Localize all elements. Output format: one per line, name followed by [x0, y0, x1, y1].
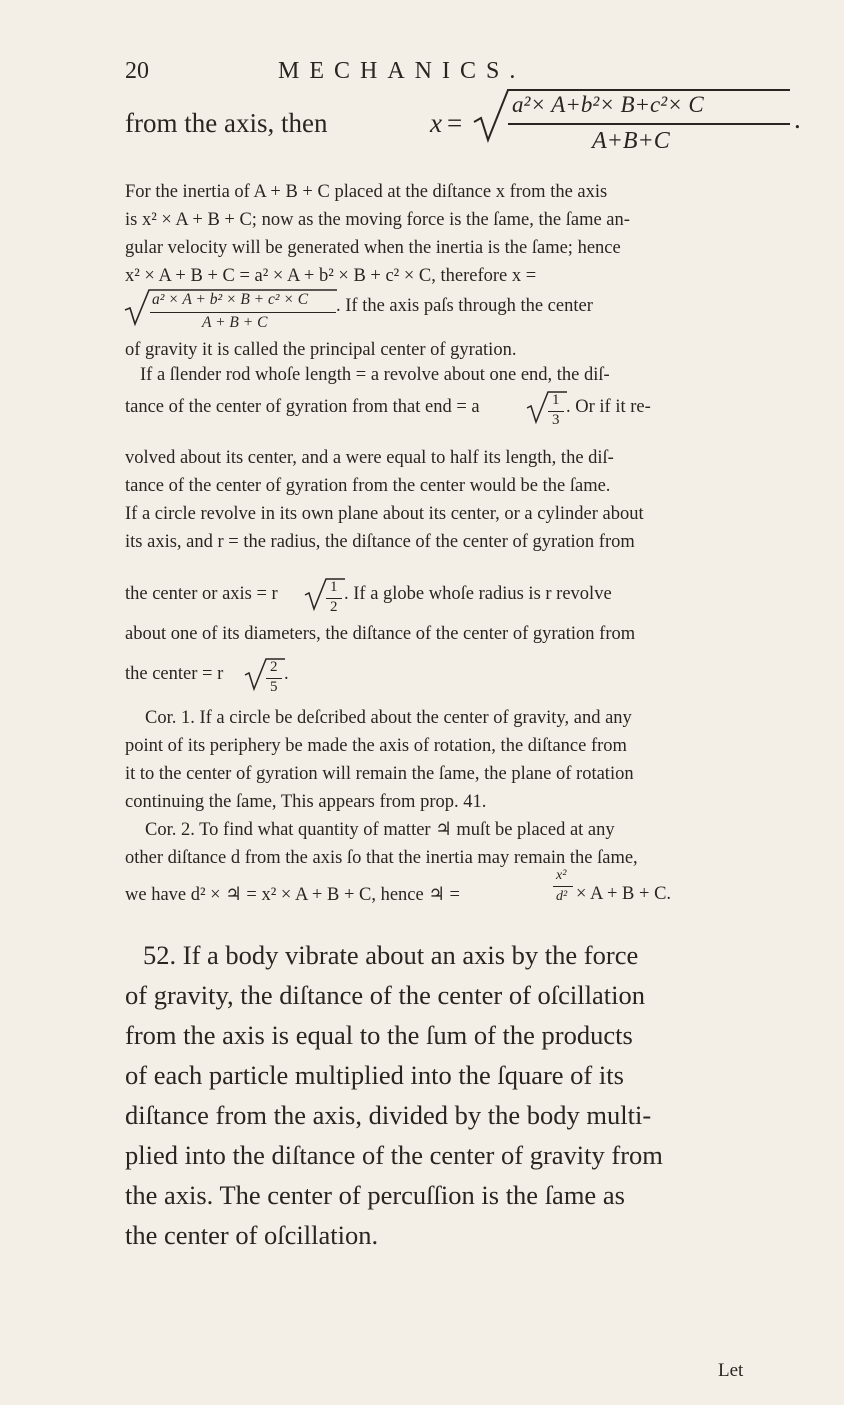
formula-lead-text: from the axis, then: [125, 108, 328, 138]
radical-denominator: A + B + C: [202, 314, 268, 331]
corollary-1: [125, 704, 765, 816]
radical-numerator: a² × A + b² × B + c² × C: [152, 291, 309, 308]
frac-numerator: 2: [270, 659, 278, 675]
section-52: [125, 935, 765, 1255]
frac-numerator: x²: [556, 868, 567, 883]
page-number: 20: [125, 58, 149, 84]
text-line: we have d² × ♃ = x² × A + B + C, hence ♃ =: [125, 885, 460, 905]
text-line: diſtance from the axis, divided by the body multi-: [125, 1100, 652, 1130]
text-line: gular velocity will be generated when the inertia is the ſame; hence: [125, 238, 621, 258]
text-line: For the inertia of A + B + C placed at the diſtance x from the axis: [125, 182, 608, 202]
text-line: Cor. 1. If a circle be deſcribed about the center of gravity, and any: [145, 708, 632, 728]
text-line: If a circle revolve in its own plane about its center, or a cylinder about: [125, 504, 644, 524]
text-line: . Or if it re-: [566, 397, 651, 417]
frac-numerator: 1: [552, 392, 560, 408]
text-line: the axis. The center of percuſſion is the ſame as: [125, 1180, 625, 1210]
text-line: of gravity it is called the principal center of gyration.: [125, 340, 517, 360]
text-line: its axis, and r = the radius, the diſtance of the center of gyration from: [125, 532, 635, 552]
book-page: 20 MECHANICS. from the axis, then x = a²× A+b²× B+c²× C A+B+C . For the inertia of A + B + C placed at the diſtance x from the axis is x² × A + B + C; now as the moving force is the ſame, the ſame an- gular velocity will be generated when the inertia is the ſame; hence x² × A + B + C = a² × A + b² × B + c² × C, therefore x = a² × A + b² × B + c² × C A + B + C . If the axis paſs through the center of gravity it is called the principal center of gyration. If a ſlender rod whoſe length = a revolve about one end, the diſ- tance of the center of gyration from that end = a 1 3 . Or if it re- volved about its center, and a were equal to half its length, the diſ- tance of the center of gyration from the center would be the ſame. If a circle revolve in its own plane about its center, or a cylinder about its axis, and r = the radius, the diſtance of the center of gyration from the center or axis = r 1 2 . If a globe whoſe radius is r revolve about one of its diameters, the diſtance of the center of gyration from the center = r 2 5 . Cor. 1. If a circle be deſcribed about the center of gravity, and any point of its periphery be made the axis of rotation, the diſtance from it to the center of gyration will remain the ſame, the plane of rotation continuing the ſame, This appears from prop. 41. Cor. 2. To find what quantity of matter ♃ muſt be placed at any other diſtance d from the axis ſo that the inertia may remain the ſame, we have d² × ♃ = x² × A + B + C, hence ♃ = x² d² × A + B + C. 52. If a body vibrate about an axis by the force of gravity, the diſtance of the center of oſcillation from the axis is equal to the ſum of the products of each particle multiplied into the ſquare of its diſtance from the axis, divided by the body multi- plied into the diſtance of the center of gravity from the axis. The center of percuſſion is the ſame as the center of oſcillation. Let: [0, 0, 800, 1405]
text-line: other diſtance d from the axis ſo that the inertia may remain the ſame,: [125, 848, 638, 868]
text-line: Cor. 2. To find what quantity of matter ♃ muſt be placed at any: [145, 820, 615, 840]
text-line: x² × A + B + C = a² × A + b² × B + c² × C, therefore x =: [125, 266, 537, 286]
frac-denominator: 3: [552, 412, 560, 428]
formula-equals: =: [447, 108, 463, 138]
text-line: × A + B + C.: [576, 884, 672, 904]
text-line: the center of oſcillation.: [125, 1220, 379, 1250]
formula-denominator: A+B+C: [592, 128, 670, 154]
frac-denominator: 2: [330, 599, 338, 615]
paragraph-inertia: [125, 178, 765, 290]
text-line: of gravity, the diſtance of the center of oſcillation: [125, 980, 645, 1010]
text-line: the center = r: [125, 664, 224, 684]
fraction-bar: [553, 886, 573, 887]
text-line: plied into the diſtance of the center of gravity from: [125, 1140, 663, 1170]
text-line: tance of the center of gyration from the center would be the ſame.: [125, 476, 611, 496]
frac-denominator: d²: [556, 889, 568, 904]
text-line: point of its periphery be made the axis of rotation, the diſtance from: [125, 736, 627, 756]
text-line: 52. If a body vibrate about an axis by the force: [143, 940, 639, 970]
formula-variable: x: [430, 108, 442, 138]
text-line: If a ſlender rod whoſe length = a revolve about one end, the diſ-: [140, 365, 610, 385]
text-line: continuing the ſame, This appears from prop. 41.: [125, 792, 487, 812]
text-line: . If a globe whoſe radius is r revolve: [344, 584, 612, 604]
text-line: from the axis is equal to the ſum of the products: [125, 1020, 633, 1050]
text-line: it to the center of gyration will remain the ſame, the plane of rotation: [125, 764, 634, 784]
text-line: is x² × A + B + C; now as the moving force is the ſame, the ſame an-: [125, 210, 630, 230]
running-title: MECHANICS.: [278, 58, 526, 84]
text-line: the center or axis = r: [125, 584, 278, 604]
text-line: tance of the center of gyration from that end = a: [125, 397, 480, 417]
text-line: volved about its center, and a were equal to half its length, the diſ-: [125, 448, 614, 468]
formula-numerator: a²× A+b²× B+c²× C: [512, 92, 704, 117]
text-line: . If the axis paſs through the center: [336, 296, 593, 316]
catchword: Let: [718, 1360, 744, 1381]
paragraph-gyration-cases: [125, 444, 765, 556]
frac-numerator: 1: [330, 579, 338, 595]
text-line: of each particle multiplied into the ſquare of its: [125, 1060, 624, 1090]
frac-denominator: 5: [270, 679, 278, 695]
text-line: .: [284, 664, 289, 684]
corollary-2: [125, 816, 765, 872]
fraction-bar: [150, 312, 336, 313]
text-line: about one of its diameters, the diſtance of the center of gyration from: [125, 624, 636, 644]
fraction-bar: [508, 123, 790, 125]
